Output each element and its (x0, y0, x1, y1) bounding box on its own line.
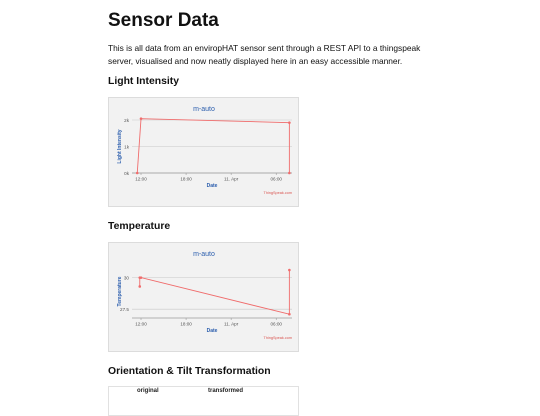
page-title: Sensor Data (108, 10, 219, 31)
data-point[interactable] (288, 269, 291, 272)
chart-title: m-auto (193, 251, 215, 258)
section-heading-light: Light Intensity (108, 76, 179, 87)
data-point[interactable] (140, 117, 143, 120)
section-heading-orientation: Orientation & Tilt Transformation (108, 366, 271, 377)
orientation-panel (108, 386, 299, 416)
orientation-transformed-label: transformed (208, 388, 244, 394)
temperature-chart-svg (109, 243, 300, 353)
y-tick-label: 1k (124, 144, 129, 150)
x-tick-label: 12:00 (135, 321, 147, 327)
x-tick-label: 06:00 (270, 321, 282, 327)
data-point[interactable] (288, 313, 291, 316)
x-tick-label: 11. Apr (224, 321, 239, 327)
y-axis-title: Light Intensity (117, 129, 123, 164)
series-line (137, 119, 289, 173)
light-intensity-chart-svg (109, 98, 300, 208)
y-tick-label: 27.5 (120, 306, 129, 312)
y-tick-label: 2k (124, 117, 129, 123)
data-point[interactable] (140, 276, 143, 279)
data-point[interactable] (288, 121, 291, 124)
series-line (140, 270, 290, 314)
data-point[interactable] (288, 172, 291, 175)
chart-credit: ThingSpeak.com (263, 336, 292, 340)
x-tick-label: 12:00 (135, 176, 147, 182)
orientation-original-label: original (137, 388, 159, 394)
intro-paragraph: This is all data from an enviropHAT sensor sent through a REST API to a thingspeak server, visualised and now neatly displayed here in an easy accessible manner. (108, 43, 421, 66)
temperature-chart[interactable] (108, 242, 299, 352)
y-tick-label: 30 (123, 275, 129, 281)
y-tick-label: 0k (124, 170, 129, 176)
x-tick-label: 18:00 (180, 321, 192, 327)
chart-credit: ThingSpeak.com (263, 191, 292, 195)
y-axis-title: Temperature (117, 276, 123, 307)
x-tick-label: 06:00 (270, 176, 282, 182)
x-axis-title: Date (206, 328, 218, 334)
chart-title: m-auto (193, 106, 215, 113)
light-intensity-chart[interactable] (108, 97, 299, 207)
x-tick-label: 18:00 (180, 176, 192, 182)
data-point[interactable] (136, 172, 139, 175)
x-tick-label: 11. Apr (224, 176, 239, 182)
x-axis-title: Date (206, 183, 218, 189)
data-point[interactable] (138, 285, 141, 288)
section-heading-temperature: Temperature (108, 221, 171, 232)
